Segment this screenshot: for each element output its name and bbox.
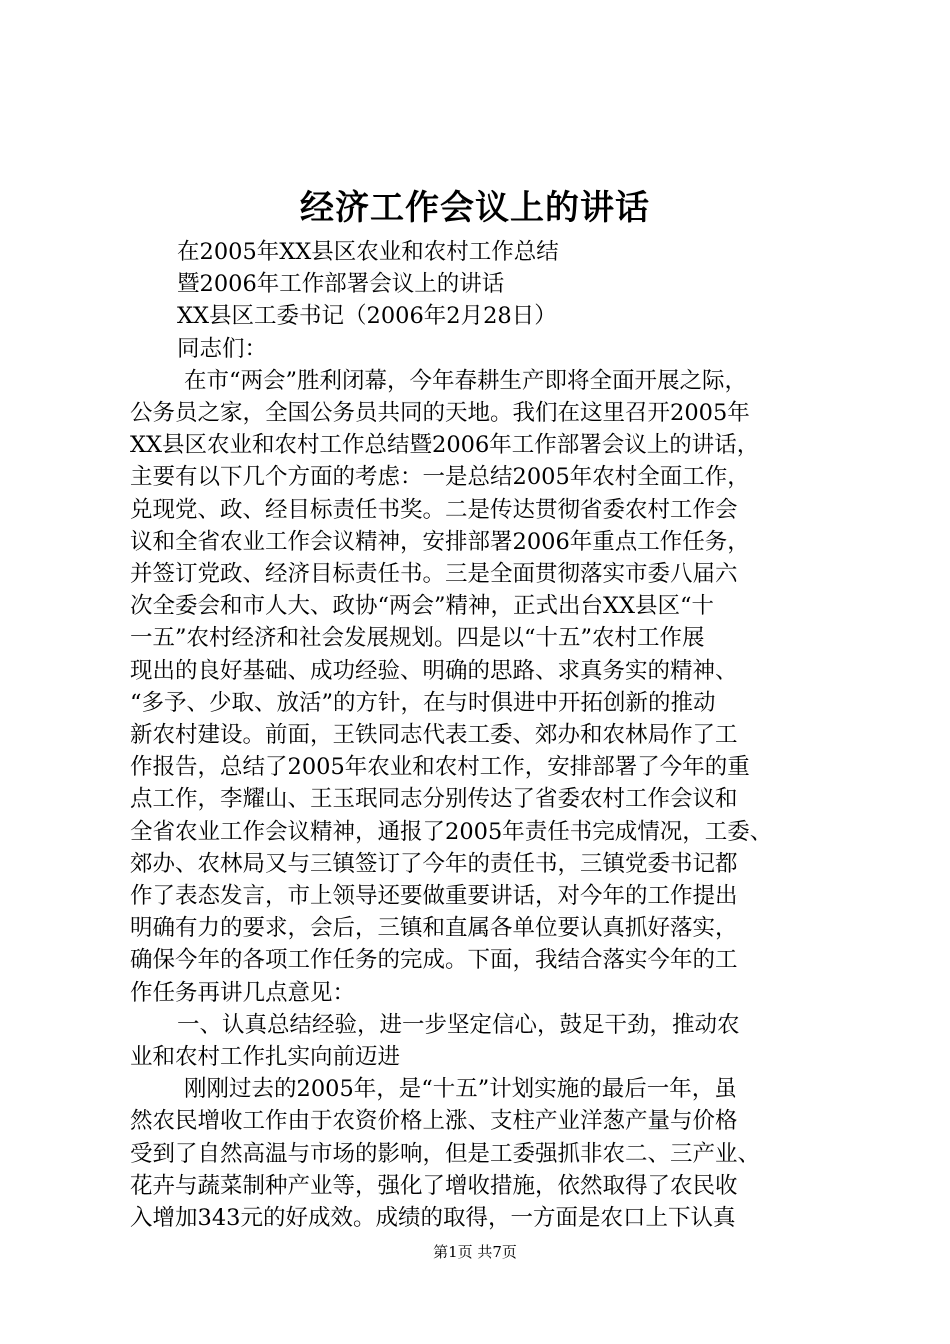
paragraph-line: 现出的良好基础、成功经验、明确的思路、求真务实的精神、 bbox=[130, 657, 738, 684]
paragraph-line: XX县区农业和农村工作总结暨2006年工作部署会议上的讲话， bbox=[130, 432, 760, 459]
paragraph-line: 新农村建设。前面，王铁同志代表工委、郊办和农林局作了工 bbox=[130, 722, 738, 749]
paragraph-line: 公务员之家，全国公务员共同的天地。我们在这里召开2005年 bbox=[130, 400, 750, 427]
paragraph-line: 作任务再讲几点意见： bbox=[130, 979, 356, 1006]
paragraph-line: 次全委会和市人大、政协“两会”精神，正式出台XX县区“十 bbox=[130, 593, 715, 620]
section-heading-line: 一、认真总结经验，进一步坚定信心，鼓足干劲，推动农 bbox=[177, 1011, 740, 1038]
paragraph-line: 花卉与蔬菜制种产业等，强化了增收措施，依然取得了农民收 bbox=[130, 1172, 738, 1199]
paragraph-line: 作了表态发言，市上领导还要做重要讲话，对今年的工作提出 bbox=[130, 883, 738, 910]
header-line: 在2005年XX县区农业和农村工作总结 bbox=[177, 239, 559, 265]
paragraph-line: 在市“两会”胜利闭幕，今年春耕生产即将全面开展之际， bbox=[184, 367, 748, 394]
paragraph-line: 刚刚过去的2005年，是“十五”计划实施的最后一年，虽 bbox=[184, 1076, 737, 1103]
section-heading-line: 业和农村工作扎实向前迈进 bbox=[130, 1044, 401, 1071]
paragraph-line: 受到了自然高温与市场的影响，但是工委强抓非农二、三产业、 bbox=[130, 1140, 761, 1167]
header-line: XX县区工委书记（2006年2月28日） bbox=[177, 303, 557, 330]
paragraph-line: 议和全省农业工作会议精神，安排部署2006年重点工作任务， bbox=[130, 528, 750, 555]
paragraph-line: 兑现党、政、经目标责任书奖。二是传达贯彻省委农村工作会 bbox=[130, 496, 738, 523]
paragraph-line: 点工作，李耀山、王玉珉同志分别传达了省委农村工作会议和 bbox=[130, 786, 738, 813]
paragraph-line: 明确有力的要求，会后，三镇和直属各单位要认真抓好落实， bbox=[130, 915, 738, 942]
paragraph-line: 入增加343元的好成效。成绩的取得，一方面是农口上下认真 bbox=[130, 1205, 736, 1232]
paragraph-line: 一五”农村经济和社会发展规划。四是以“十五”农村工作展 bbox=[130, 625, 705, 652]
paragraph-line: 并签订党政、经济目标责任书。三是全面贯彻落实市委八届六 bbox=[130, 561, 738, 588]
page-number-footer: 第1页 共7页 bbox=[433, 1243, 517, 1261]
paragraph-line: 确保今年的各项工作任务的完成。下面，我结合落实今年的工 bbox=[130, 947, 738, 974]
document-body bbox=[130, 236, 830, 1234]
paragraph-line: 郊办、农林局又与三镇签订了今年的责任书，三镇党委书记都 bbox=[130, 850, 738, 877]
document-title: 经济工作会议上的讲话 bbox=[300, 188, 650, 228]
header-line: 暨2006年工作部署会议上的讲话 bbox=[177, 271, 505, 298]
paragraph-line: 主要有以下几个方面的考虑：一是总结2005年农村全面工作， bbox=[130, 464, 750, 491]
paragraph-line: 全省农业工作会议精神，通报了2005年责任书完成情况，工委、 bbox=[130, 818, 773, 845]
paragraph-line: “多予、少取、放活”的方针，在与时俱进中开拓创新的推动 bbox=[130, 689, 716, 716]
paragraph-line: 作报告，总结了2005年农业和农村工作，安排部署了今年的重 bbox=[130, 754, 750, 781]
paragraph-line: 然农民增收工作由于农资价格上涨、支柱产业洋葱产量与价格 bbox=[130, 1108, 738, 1135]
salutation: 同志们： bbox=[177, 335, 268, 362]
